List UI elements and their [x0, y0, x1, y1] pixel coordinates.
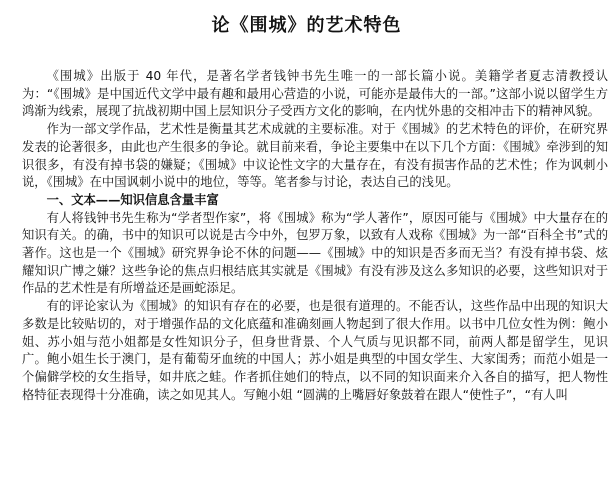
article-body — [22, 68, 608, 404]
section-paragraph-2: 有的评论家认为《围城》的知识有存在的必要，也是很有道理的。不能否认，这些作品中出现的知识大多数是比较贴切的，对于增强作品的文化底蕴和准确刻画人物起到了很大作用。以书中几位女性为例：鲍小姐、苏小姐与范小姐都是女性知识分子，但身世背景、个人气质与见识都不同，前两人都是留学生，见识广。鲍小姐生长于澳门，是有葡萄牙血统的中国人；苏小姐是典型的中国女学生、大家闺秀；而范小姐是一个偏僻学校的女生指导，如井底之蛙。作者抓住她们的特点，以不同的知识面来介入各自的描写，把人物性格特征表现得十分准确，读之如见其人。写鲍小姐 “圆满的上嘴唇好象鼓着在跟人“使性子”，“有人叫 — [22, 299, 608, 402]
article-title: 论《围城》的艺术特色 — [211, 15, 402, 36]
section-heading: 一、文本——知识信息含量丰富 — [46, 192, 219, 207]
intro-paragraph-2: 作为一部文学作品，艺术性是衡量其艺术成就的主要标准。对于《围城》的艺术特色的评价，在研究界发表的论著很多，由此也产生很多的争论。就目前来看，争论主要集中在以下几个方面：《围城》牵涉到的知识很多，有没有掉书袋的嫌疑；《围城》中议论性文字的大量存在，有没有损害作品的艺术性；作为讽刺小说，《围城》在中国讽刺小说中的地位，等等。笔者参与讨论，表达自己的浅见。 — [22, 122, 608, 190]
section-paragraph-1: 有人将钱钟书先生称为“学者型作家”，将《围城》称为“学人著作”，原因可能与《围城》中大量存在的知识有关。的确，书中的知识可以说是古今中外，包罗万象，以致有人戏称《围城》为一部“百科全书”式的著作。这也是一个《围城》研究界争论不休的问题——《围城》中的知识是否多而无当？有没有掉书袋、炫耀知识广博之嫌？这些争论的焦点归根结底其实就是《围城》有没有涉及这么多知识的必要，这些知识对于作品的艺术性是有所增益还是画蛇添足。 — [22, 210, 608, 296]
intro-paragraph-1: 《围城》出版于 40 年代，是著名学者钱钟书先生唯一的一部长篇小说。美籍学者夏志清教授认为：“《围城》是中国近代文学中最有趣和最用心营造的小说，可能亦是最伟大的一部。”这部小说以留学生方鸿渐为线索，展现了抗战初期中国上层知识分子受西方文化的影响，在内忧外患的交相冲击下的精神风貌。 — [22, 69, 608, 119]
